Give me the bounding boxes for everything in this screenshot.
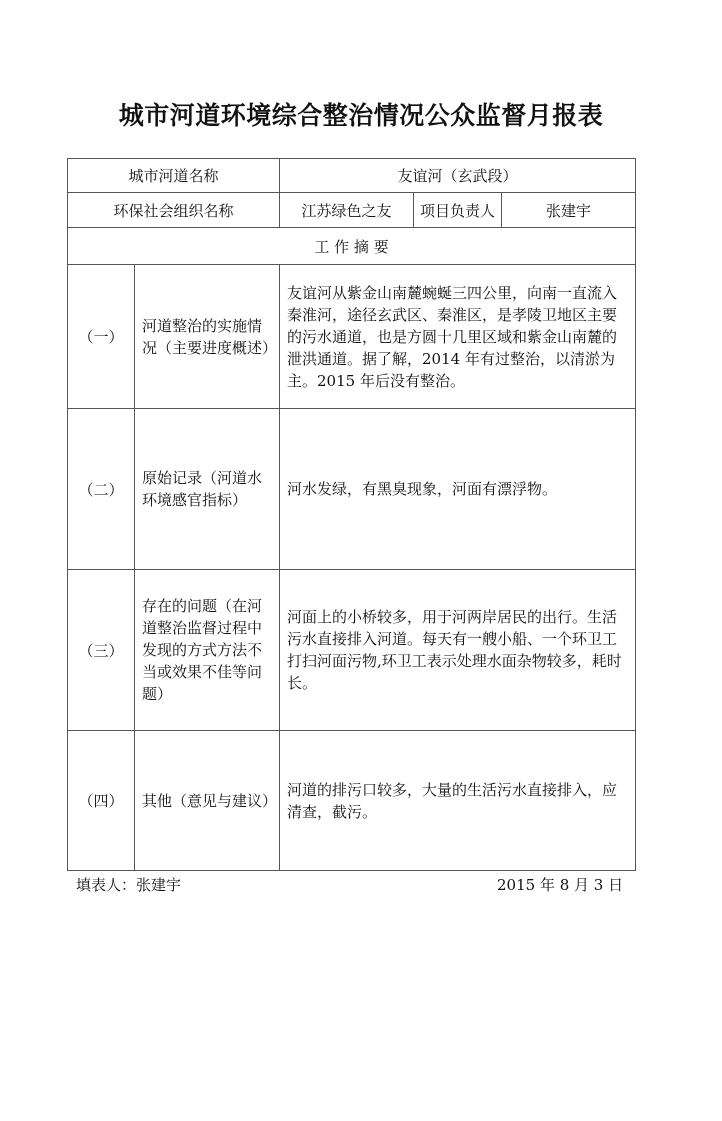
org-name-label: 环保社会组织名称	[68, 193, 280, 228]
report-table	[67, 158, 636, 871]
org-row	[68, 193, 636, 228]
section-row-1	[68, 265, 636, 409]
section-index: （一）	[68, 265, 135, 409]
project-leader-value: 张建宇	[502, 193, 636, 228]
form-filler: 填表人：张建宇	[76, 876, 182, 894]
section-content: 河道的排污口较多，大量的生活污水直接排入，应清查，截污。	[280, 731, 636, 871]
summary-heading-row	[68, 228, 636, 265]
page-title: 城市河道环境综合整治情况公众监督月报表	[118, 101, 604, 130]
section-row-4	[68, 731, 636, 871]
section-content: 河水发绿，有黑臭现象，河面有漂浮物。	[280, 409, 636, 570]
section-label: 其他（意见与建议）	[135, 731, 280, 871]
river-name-value: 友谊河（玄武段）	[280, 159, 636, 193]
section-content: 河面上的小桥较多，用于河两岸居民的出行。生活污水直接排入河道。每天有一艘小船、一个环卫工打扫河面污物,环卫工表示处理水面杂物较多，耗时长。	[280, 570, 636, 731]
section-row-3	[68, 570, 636, 731]
river-name-label: 城市河道名称	[68, 159, 280, 193]
section-label: 河道整治的实施情况（主要进度概述）	[135, 265, 280, 409]
org-name-value: 江苏绿色之友	[280, 193, 414, 228]
section-content: 友谊河从紫金山南麓蜿蜒三四公里，向南一直流入秦淮河，途径玄武区、秦淮区，是孝陵卫地区主要的污水通道，也是方圆十几里区域和紫金山南麓的泄洪通道。据了解，2014 年有过整治，以清淤为主。2015 年后没有整治。	[280, 265, 636, 409]
section-row-2	[68, 409, 636, 570]
river-name-row	[68, 159, 636, 193]
section-index: （四）	[68, 731, 135, 871]
report-date: 2015 年 8 月 3 日	[497, 876, 624, 894]
work-summary-heading: 工 作 摘 要	[68, 228, 636, 265]
section-index: （二）	[68, 409, 135, 570]
section-index: （三）	[68, 570, 135, 731]
section-label: 存在的问题（在河道整治监督过程中发现的方式方法不当或效果不佳等问题）	[135, 570, 280, 731]
section-label: 原始记录（河道水环境感官指标）	[135, 409, 280, 570]
project-leader-label: 项目负责人	[414, 193, 502, 228]
